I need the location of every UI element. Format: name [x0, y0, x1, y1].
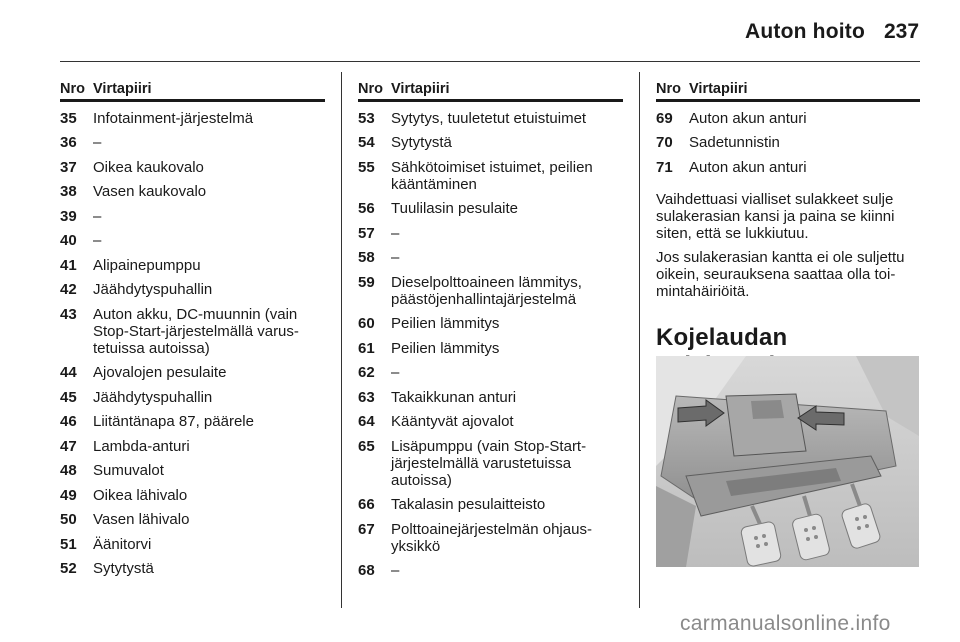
fuse-number: 59 — [358, 273, 375, 291]
table-row — [358, 249, 623, 266]
fuse-number: 51 — [60, 535, 77, 553]
fuse-circuit: – — [391, 562, 400, 579]
fuse-number: 37 — [60, 158, 77, 176]
fuse-table-1 — [60, 80, 325, 577]
table-row — [60, 183, 325, 200]
fuse-circuit: Polttoainejärjestelmän ohjaus-yksikkö — [391, 520, 592, 555]
fuse-number: 39 — [60, 207, 77, 225]
fuse-circuit: Infotainment-järjestelmä — [93, 109, 254, 127]
table-header — [656, 80, 920, 102]
column-divider-2 — [639, 72, 640, 608]
table-row — [60, 257, 325, 274]
fuse-circuit: Oikea kaukovalo — [93, 158, 204, 176]
table-row — [358, 389, 623, 406]
table-body — [60, 110, 325, 578]
table-row — [60, 462, 325, 479]
fuse-number: 58 — [358, 249, 375, 266]
fuse-number: 61 — [358, 339, 375, 357]
table-row — [60, 511, 325, 528]
table-row — [60, 159, 325, 176]
fuse-number: 48 — [60, 462, 77, 479]
table-row — [60, 306, 325, 357]
header-nro: Nro — [358, 81, 383, 97]
table-row — [358, 562, 623, 579]
header-nro: Nro — [60, 81, 85, 97]
fuse-circuit: Takalasin pesulaitteisto — [391, 496, 546, 513]
header-circuit: Virtapiiri — [93, 81, 152, 97]
fuse-circuit: Peilien lämmitys — [391, 339, 500, 357]
table-row — [358, 200, 623, 217]
table-row — [358, 315, 623, 332]
header-circuit: Virtapiiri — [391, 81, 450, 97]
fuse-number: 47 — [60, 437, 77, 455]
table-row — [60, 110, 325, 127]
fuse-circuit: Sumuvalot — [93, 462, 164, 479]
fuse-circuit: Auton akku, DC-muunnin (vain Stop-Start-järjestelmällä varus-tetuissa autoissa) — [93, 305, 299, 357]
fuse-circuit: Alipainepumppu — [93, 256, 201, 274]
fuse-circuit: – — [93, 134, 102, 151]
table-row — [358, 134, 623, 151]
fuse-number: 64 — [358, 413, 375, 430]
section-title: Kojelaudan — [656, 323, 788, 351]
fuse-circuit: Sytytystä — [93, 560, 154, 577]
column-divider-1 — [341, 72, 342, 608]
fuse-number: 65 — [358, 437, 375, 455]
fuse-number: 44 — [60, 364, 77, 381]
table-row — [358, 225, 623, 242]
fuse-circuit: – — [93, 232, 102, 249]
fuse-box-illustration-svg — [656, 356, 919, 567]
fuse-number: 36 — [60, 134, 77, 151]
fuse-circuit: Vasen lähivalo — [93, 511, 190, 528]
fuse-circuit: – — [93, 207, 102, 225]
fuse-circuit: – — [391, 224, 400, 242]
fuse-number: 69 — [656, 109, 673, 127]
fuse-number: 68 — [358, 562, 375, 579]
fuse-circuit: Sytytys, tuuletetut etuistuimet — [391, 109, 587, 127]
fuse-circuit: Peilien lämmitys — [391, 315, 500, 332]
fuse-number: 43 — [60, 305, 77, 323]
table-row — [60, 134, 325, 151]
fuse-number: 57 — [358, 224, 375, 242]
header-rule — [60, 61, 920, 62]
table-row — [656, 159, 920, 176]
fuse-number: 63 — [358, 388, 375, 406]
fuse-circuit: Lambda-anturi — [93, 437, 190, 455]
fuse-circuit: – — [391, 364, 400, 381]
table-row — [60, 413, 325, 430]
watermark: carmanualsonline.info — [680, 612, 891, 635]
table-row — [358, 521, 623, 555]
fuse-number: 49 — [60, 486, 77, 504]
fuse-circuit: Takaikkunan anturi — [391, 388, 517, 406]
table-body — [656, 110, 920, 176]
fuse-circuit: Tuulilasin pesulaite — [391, 200, 519, 217]
fuse-circuit: Äänitorvi — [93, 535, 152, 553]
table-row — [358, 364, 623, 381]
fuse-circuit: Liitäntänapa 87, päärele — [93, 413, 254, 430]
fuse-number: 40 — [60, 232, 77, 249]
fuse-number: 62 — [358, 364, 375, 381]
table-row — [60, 438, 325, 455]
fuse-number: 35 — [60, 109, 77, 127]
fuse-circuit: Lisäpumppu (vain Stop-Start-järjestelmällä varustetuissa autoissa) — [391, 437, 587, 489]
warning-paragraph: Jos sulakerasian kantta ei ole suljettu oikein, seurauksena saattaa olla toi-mintahäiriöitä. — [656, 248, 905, 300]
fuse-circuit: Jäähdytyspuhallin — [93, 388, 213, 406]
fuse-circuit: Sadetunnistin — [689, 134, 780, 151]
fuse-number: 42 — [60, 281, 77, 298]
fuse-circuit: Jäähdytyspuhallin — [93, 281, 213, 298]
fuse-number: 54 — [358, 134, 375, 151]
header-nro: Nro — [656, 81, 681, 97]
fuse-table-2 — [358, 80, 623, 579]
fuse-number: 55 — [358, 158, 375, 176]
fuse-number: 41 — [60, 256, 77, 274]
table-row — [60, 364, 325, 381]
table-row — [358, 496, 623, 513]
fuse-number: 53 — [358, 109, 375, 127]
fuse-number: 52 — [60, 560, 77, 577]
fuse-number: 56 — [358, 200, 375, 217]
page-number: 237 — [884, 20, 920, 43]
fuse-circuit: Kääntyvät ajovalot — [391, 413, 514, 430]
table-row — [60, 487, 325, 504]
table-row — [358, 274, 623, 308]
fuse-number: 60 — [358, 315, 375, 332]
table-row — [60, 560, 325, 577]
fuse-number: 50 — [60, 511, 77, 528]
table-header — [358, 80, 623, 102]
table-row — [60, 208, 325, 225]
fuse-circuit: Auton akun anturi — [689, 109, 807, 127]
fuse-circuit: – — [391, 249, 400, 266]
fuse-circuit: Auton akun anturi — [689, 158, 807, 176]
table-row — [656, 110, 920, 127]
table-body — [358, 110, 623, 580]
table-row — [60, 536, 325, 553]
table-row — [656, 134, 920, 151]
fuse-circuit: Vasen kaukovalo — [93, 183, 207, 200]
page-header-title: Auton hoito — [745, 20, 865, 43]
fuse-table-3 — [656, 80, 920, 380]
table-row — [358, 110, 623, 127]
fuse-box-illustration — [656, 356, 919, 567]
table-row — [60, 232, 325, 249]
fuse-circuit: Sytytystä — [391, 134, 452, 151]
fuse-number: 45 — [60, 388, 77, 406]
table-row — [358, 438, 623, 489]
fuse-number: 38 — [60, 183, 77, 200]
fuse-number: 66 — [358, 496, 375, 513]
fuse-number: 70 — [656, 134, 673, 151]
fuse-number: 46 — [60, 413, 77, 430]
fuse-circuit: Oikea lähivalo — [93, 486, 188, 504]
table-header — [60, 80, 325, 102]
fuse-circuit: Dieselpolttoaineen lämmitys, päästöjenhallintajärjestelmä — [391, 273, 582, 308]
table-row — [358, 413, 623, 430]
instruction-paragraph: Vaihdettuasi vialliset sulakkeet sulje sulakerasian kansi ja paina se kiinni siten, että se lukkiutuu. — [656, 190, 895, 242]
fuse-circuit: Ajovalojen pesulaite — [93, 364, 227, 381]
table-row — [60, 389, 325, 406]
fuse-circuit: Sähkötoimiset istuimet, peilien kääntäminen — [391, 158, 593, 193]
table-row — [358, 340, 623, 357]
fuse-number: 71 — [656, 158, 673, 176]
header-circuit: Virtapiiri — [689, 81, 748, 97]
fuse-number: 67 — [358, 520, 375, 538]
table-row — [60, 281, 325, 298]
table-row — [358, 159, 623, 193]
